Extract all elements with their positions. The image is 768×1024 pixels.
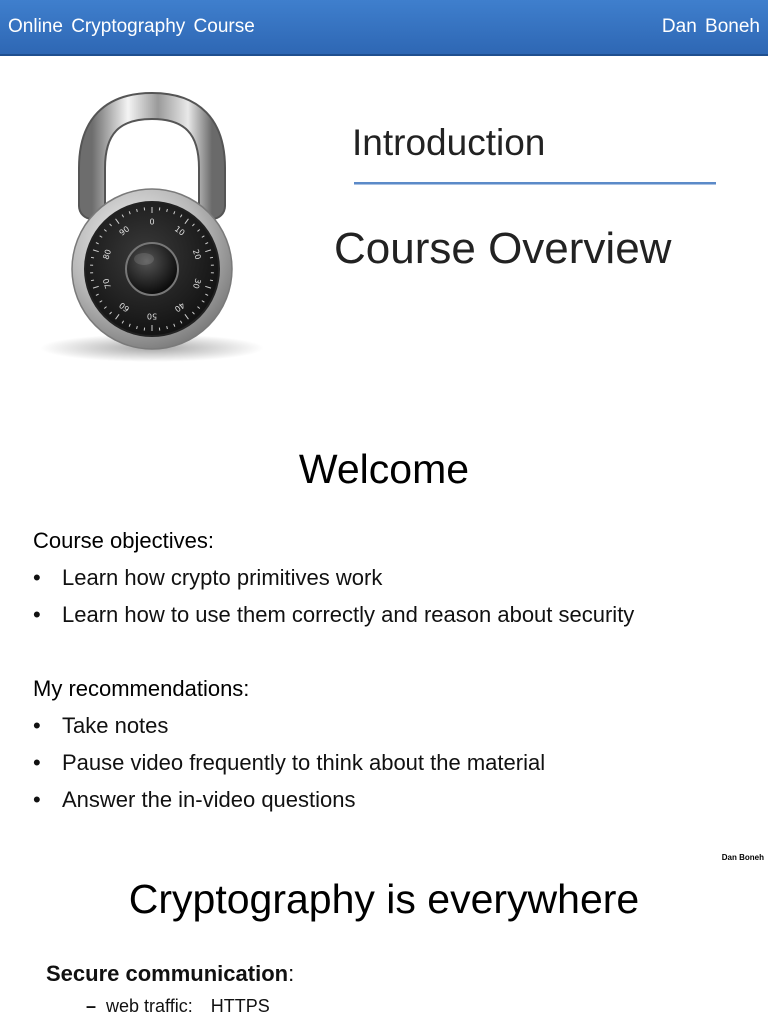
dial-number: 50 xyxy=(146,311,158,321)
recommendation-item: Pause video frequently to think about the material xyxy=(62,750,546,775)
web-traffic-item xyxy=(86,996,270,1017)
dial-number: 80 xyxy=(101,248,114,261)
title-divider xyxy=(354,182,716,185)
intro-title: Introduction xyxy=(352,122,546,163)
secure-communication-label xyxy=(46,961,294,987)
author-name: Dan Boneh xyxy=(661,16,760,37)
bullet: • xyxy=(33,602,41,627)
recommendation-item: Take notes xyxy=(62,713,169,738)
dash-marker: – xyxy=(86,996,97,1016)
dial-number: 30 xyxy=(190,277,203,290)
bullet: • xyxy=(33,565,41,590)
dial-number: 90 xyxy=(117,224,132,238)
bullet: • xyxy=(33,787,41,812)
dial-number: 0 xyxy=(149,217,155,227)
welcome-title: Welcome xyxy=(298,446,470,492)
course-overview-title: Course Overview xyxy=(334,224,672,273)
dial-number: 70 xyxy=(101,277,114,290)
everywhere-title: Cryptography is everywhere xyxy=(128,876,640,922)
dial-tick xyxy=(91,280,94,281)
recommendations-heading: My recommendations: xyxy=(33,676,250,701)
dial-number: 40 xyxy=(172,300,187,314)
objectives-heading: Course objectives: xyxy=(33,528,214,553)
dial-tick xyxy=(91,257,94,258)
section-colon: : xyxy=(288,961,295,986)
recommendation-item: Answer the in-video questions xyxy=(62,787,356,812)
padlock-icon xyxy=(22,76,282,378)
dial-number: 20 xyxy=(190,248,203,261)
objective-item: Learn how to use them correctly and reason about security xyxy=(62,602,635,627)
dial-tick xyxy=(210,280,213,281)
course-title: Online Cryptography Course xyxy=(8,16,255,37)
web-traffic-label: web traffic: xyxy=(106,996,193,1016)
dial-number: 10 xyxy=(172,224,187,238)
objective-item: Learn how crypto primitives work xyxy=(62,565,383,590)
padlock-image xyxy=(22,76,282,378)
slide-footer-author: Dan Boneh xyxy=(721,853,764,862)
bullet: • xyxy=(33,750,41,775)
section-label-text: Secure communication xyxy=(46,961,289,986)
bullet: • xyxy=(33,713,41,738)
https-value: HTTPS xyxy=(210,996,270,1016)
dial-number: 60 xyxy=(117,300,132,314)
dial-tick xyxy=(210,257,213,258)
header-bar xyxy=(0,0,768,56)
